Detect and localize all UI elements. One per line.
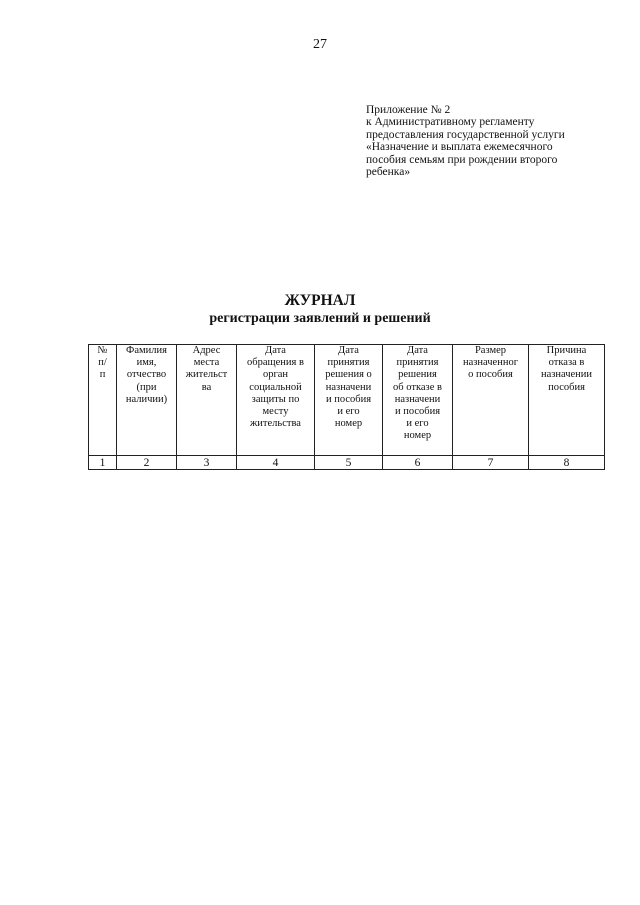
appendix-line: к Административному регламенту	[366, 116, 535, 129]
appendix-line: предоставления государственной услуги	[366, 128, 565, 141]
appendix-block	[366, 104, 616, 178]
journal-title: ЖУРНАЛ	[284, 292, 356, 309]
journal-table	[88, 344, 605, 470]
column-number-cell: 8	[529, 456, 605, 470]
page-number: 27	[313, 37, 327, 52]
column-number-cell: 6	[383, 456, 453, 470]
column-number-cell: 5	[315, 456, 383, 470]
column-number-cell: 4	[237, 456, 315, 470]
column-number-cell: 7	[453, 456, 529, 470]
column-number-cell: 3	[177, 456, 237, 470]
table-header-row	[89, 345, 605, 456]
header-cell-refusal-decision: Дата принятия решения об отказе в назначени и пособия и его номер	[383, 345, 453, 456]
header-cell-address: Адрес места жительст ва	[177, 345, 237, 456]
header-cell-benefit-amount: Размер назначенног о пособия	[453, 345, 529, 456]
header-cell-application-date: Дата обращения в орган социальной защиты по месту жительства	[237, 345, 315, 456]
header-cell-number: № п/ п	[89, 345, 117, 456]
header-cell-grant-decision: Дата принятия решения о назначени и пособия и его номер	[315, 345, 383, 456]
journal-subtitle: регистрации заявлений и решений	[209, 311, 431, 326]
table-column-number-row	[89, 456, 605, 470]
appendix-line: пособия семьям при рождении второго	[366, 153, 558, 166]
appendix-line: ребенка»	[366, 166, 411, 179]
column-number-cell: 1	[89, 456, 117, 470]
column-number-cell: 2	[117, 456, 177, 470]
appendix-line: «Назначение и выплата ежемесячного	[366, 141, 553, 154]
header-cell-full-name: Фамилия имя, отчество (при наличии)	[117, 345, 177, 456]
header-cell-refusal-reason: Причина отказа в назначении пособия	[529, 345, 605, 456]
appendix-line: Приложение № 2	[366, 104, 451, 116]
